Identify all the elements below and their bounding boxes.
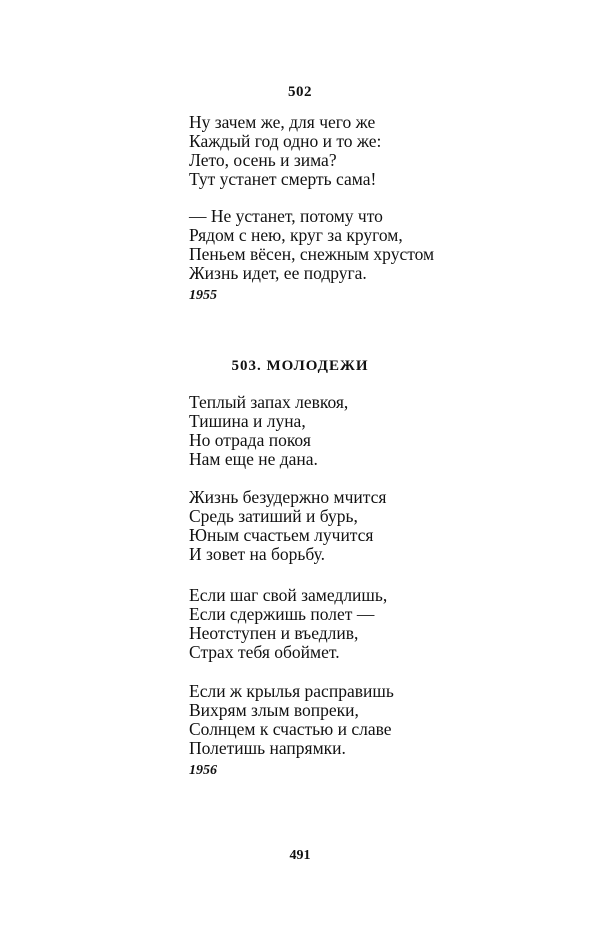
poem-503-date: 1956 [189,763,217,778]
verse-line: Страх тебя обоймет. [189,642,340,662]
verse-line: — Не устанет, потому что [189,206,383,226]
verse-line: Юным счастьем лучится [189,525,374,545]
verse-line: Жизнь идет, ее подруга. [189,263,367,283]
verse-line: Если ж крылья расправишь [189,681,394,701]
verse-line: И зовет на борьбу. [189,544,326,564]
poem-503-title: 503. МОЛОДЕЖИ [231,358,369,374]
poem-503-stanza-1 [189,393,529,469]
verse-line: Неотступен и въедлив, [189,623,359,643]
verse-line: Ну зачем же, для чего же [189,112,376,132]
verse-line: Рядом с нею, круг за кругом, [189,225,403,245]
verse-line: Солнцем к счастью и славе [189,719,392,739]
verse-line: Тишина и луна, [189,411,306,431]
verse-line: Средь затиший и бурь, [189,506,358,526]
poem-502-stanza-2 [189,207,529,283]
verse-line: Тут устанет смерть сама! [189,169,377,189]
verse-line: Лето, осень и зима? [189,150,337,170]
poem-502-number: 502 [288,84,312,100]
verse-line: Полетишь напрямки. [189,738,346,758]
poem-503-stanza-4 [189,682,529,758]
poem-503-stanza-3 [189,586,529,662]
verse-line: Каждый год одно и то же: [189,131,382,151]
verse-line: Нам еще не дана. [189,449,318,469]
poem-503-stanza-2 [189,488,529,564]
verse-line: Если шаг свой замедлишь, [189,585,388,605]
verse-line: Если сдержишь полет — [189,604,375,624]
verse-line: Пеньем вёсен, снежным хрустом [189,244,435,264]
verse-line: Теплый запах левкоя, [189,392,349,412]
page-number: 491 [289,848,311,863]
poem-502-date: 1955 [189,288,217,303]
verse-line: Вихрям злым вопреки, [189,700,359,720]
verse-line: Но отрада покоя [189,430,311,450]
poem-502-stanza-1 [189,113,529,189]
verse-line: Жизнь безудержно мчится [189,487,387,507]
